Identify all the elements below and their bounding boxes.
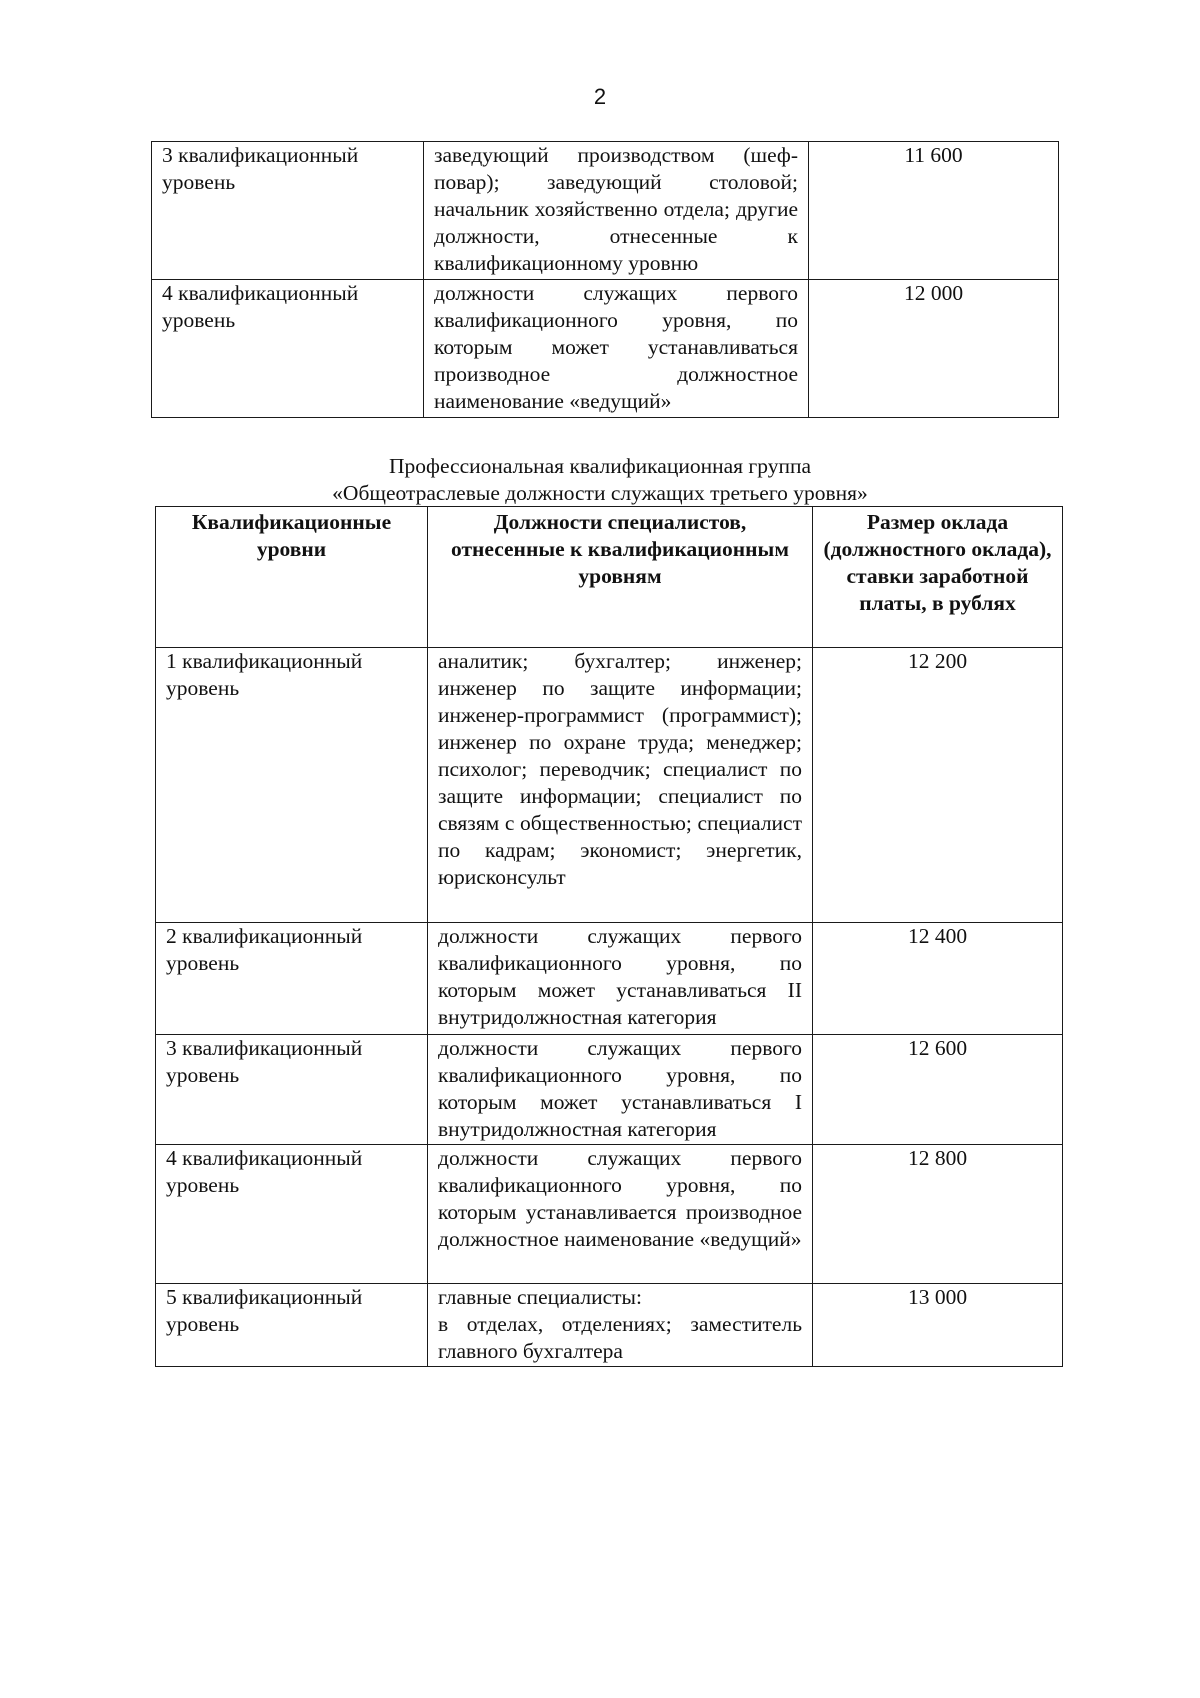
- salary-cell: 12 200: [813, 648, 1063, 923]
- group-heading-line2: «Общеотраслевые должности служащих третьего уровня»: [332, 481, 868, 505]
- table-row: [156, 1145, 1063, 1284]
- level-cell: 3 квалификационный уровень: [156, 1035, 428, 1145]
- positions-cell: главные специалисты: в отделах, отделениях; заместитель главного бухгалтера: [428, 1284, 813, 1367]
- salary-cell: 12 400: [813, 923, 1063, 1035]
- salary-cell: 12 000: [809, 280, 1059, 418]
- group-heading: [0, 453, 1200, 507]
- table-row: [152, 142, 1059, 280]
- page-number: 2: [593, 84, 607, 109]
- group-heading-line1: Профессиональная квалификационная группа: [388, 454, 811, 478]
- positions-cell: должности служащих первого квалификационного уровня, по которым может устанавливаться I внутридолжностная категория: [428, 1035, 813, 1145]
- table-header-row: [156, 507, 1063, 648]
- header-salary: Размер оклада (должностного оклада), ставки заработной платы, в рублях: [813, 507, 1063, 648]
- positions-cell: должности служащих первого квалификационного уровня, по которым может устанавливаться II внутридолжностная категория: [428, 923, 813, 1035]
- qualification-table: [155, 506, 1063, 1367]
- salary-cell: 11 600: [809, 142, 1059, 280]
- positions-cell: заведующий производством (шеф-повар); заведующий столовой; начальник хозяйственно отдела; другие должности, отнесенные к квалификационному уровню: [424, 142, 809, 280]
- salary-cell: 12 800: [813, 1145, 1063, 1284]
- table-row: [156, 1284, 1063, 1367]
- header-positions: Должности специалистов, отнесенные к квалификационным уровням: [428, 507, 813, 648]
- level-cell: 3 квалификационный уровень: [152, 142, 424, 280]
- table-row: [156, 1035, 1063, 1145]
- qualification-table-continued: [151, 141, 1059, 418]
- level-cell: 4 квалификационный уровень: [152, 280, 424, 418]
- positions-cell: должности служащих первого квалификационного уровня, по которым может устанавливаться производное должностное наименование «ведущий»: [424, 280, 809, 418]
- table-row: [156, 923, 1063, 1035]
- positions-cell: должности служащих первого квалификационного уровня, по которым устанавливается производное должностное наименование «ведущий»: [428, 1145, 813, 1284]
- level-cell: 4 квалификационный уровень: [156, 1145, 428, 1284]
- table-row: [152, 280, 1059, 418]
- salary-cell: 12 600: [813, 1035, 1063, 1145]
- header-levels: Квалификационные уровни: [156, 507, 428, 648]
- positions-cell: аналитик; бухгалтер; инженер; инженер по защите информации; инженер-программист (программист); инженер по охране труда; менеджер; психолог; переводчик; специалист по защите информации; специалист по связям с общественностью; специалист по кадрам; экономист; энергетик, юрисконсульт: [428, 648, 813, 923]
- level-cell: 5 квалификационный уровень: [156, 1284, 428, 1367]
- level-cell: 1 квалификационный уровень: [156, 648, 428, 923]
- salary-cell: 13 000: [813, 1284, 1063, 1367]
- level-cell: 2 квалификационный уровень: [156, 923, 428, 1035]
- table-row: [156, 648, 1063, 923]
